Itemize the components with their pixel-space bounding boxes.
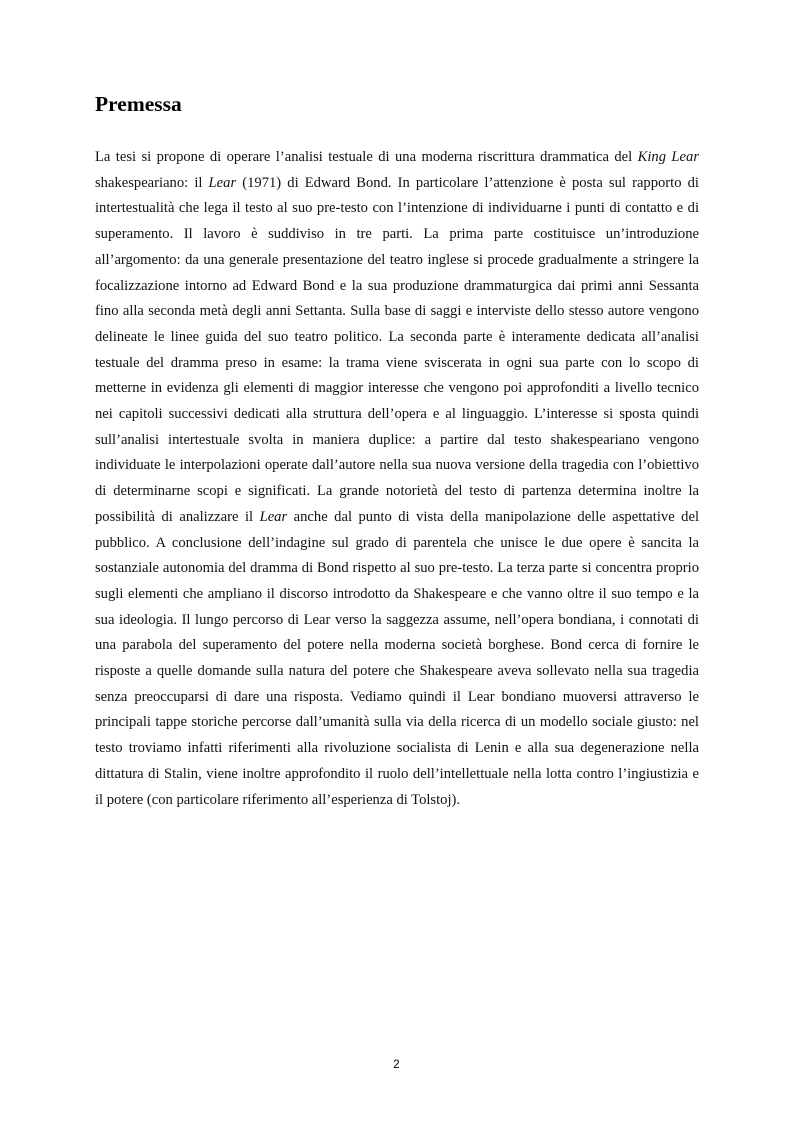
text-run: anche dal punto di vista della manipolazione delle aspettative del pubblico. A conclusione dell’indagine sul grado di parentela che unisce le due opere è sancita la sostanziale autonomia del dramma di Bond rispetto al suo pre-testo. La terza parte si concentra proprio sugli elementi che ampliano il discorso introdotto da Shakespeare e che vanno oltre il suo tempo e la sua ideologia. Il lungo percorso di Lear verso la saggezza assume, nell’opera bondiana, i connotati di una parabola del superamento del potere nella moderna società borghese. Bond cerca di fornire le risposte a quelle domande sulla natura del potere che Shakespeare aveva sollevato nella sua tragedia senza preoccuparsi di dare una risposta. Vediamo quindi il Lear bondiano muoversi attraverso le principali tappe storiche percorse dall’umanità sulla via della ricerca di un modello sociale giusto: nel testo troviamo infatti riferimenti alla rivoluzione socialista di Lenin e alla sua degenerazione nella dittatura di Stalin, viene inoltre approfondito il ruolo dell’intellettuale nella lotta contro l’ingiustizia e il potere (con particolare riferimento all’esperienza di Tolstoj). <box>95 508 699 808</box>
italic-title-lear: Lear <box>208 174 237 191</box>
text-run: La tesi si propone di operare l’analisi testuale di una moderna riscrittura drammatica del <box>95 149 638 165</box>
page-number: 2 <box>393 1059 400 1071</box>
body-paragraph <box>95 145 699 813</box>
section-heading: Premessa <box>95 92 182 116</box>
italic-title-lear: Lear <box>259 508 288 525</box>
text-run: (1971) di Edward Bond. In particolare l’attenzione è posta sul rapporto di intertestualità che lega il testo al suo pre-testo con l’intenzione di individuarne i punti di contatto e di superamento. Il lavoro è suddiviso in tre parti. La prima parte costituisce un’introduzione all’argomento: da una generale presentazione del teatro inglese si procede gradualmente a stringere la focalizzazione intorno ad Edward Bond e la sua produzione drammaturgica dai primi anni Sessanta fino alla seconda metà degli anni Settanta. Sulla base di saggi e interviste dello stesso autore vengono delineate le linee guida del suo teatro politico. La seconda parte è interamente dedicata all’analisi testuale del dramma preso in esame: la trama viene sviscerata in ogni sua parte con lo scopo di metterne in evidenza gli elementi di maggior interesse che vengono poi approfonditi a livello tecnico nei capitoli successivi dedicati alla struttura dell’opera e al linguaggio. L’interesse si sposta quindi sull’analisi intertestuale svolta in maniera duplice: a partire dal testo shakespeariano vengono individuate le interpolazioni operate dall’autore nella sua nuova versione della tragedia con l’obiettivo di determinarne scopi e significati. La grande notorietà del testo di partenza determina inoltre la possibilità di analizzare il <box>95 174 699 525</box>
text-run: shakespeariano: il <box>95 174 209 191</box>
italic-title-king-lear: King Lear <box>637 149 699 165</box>
